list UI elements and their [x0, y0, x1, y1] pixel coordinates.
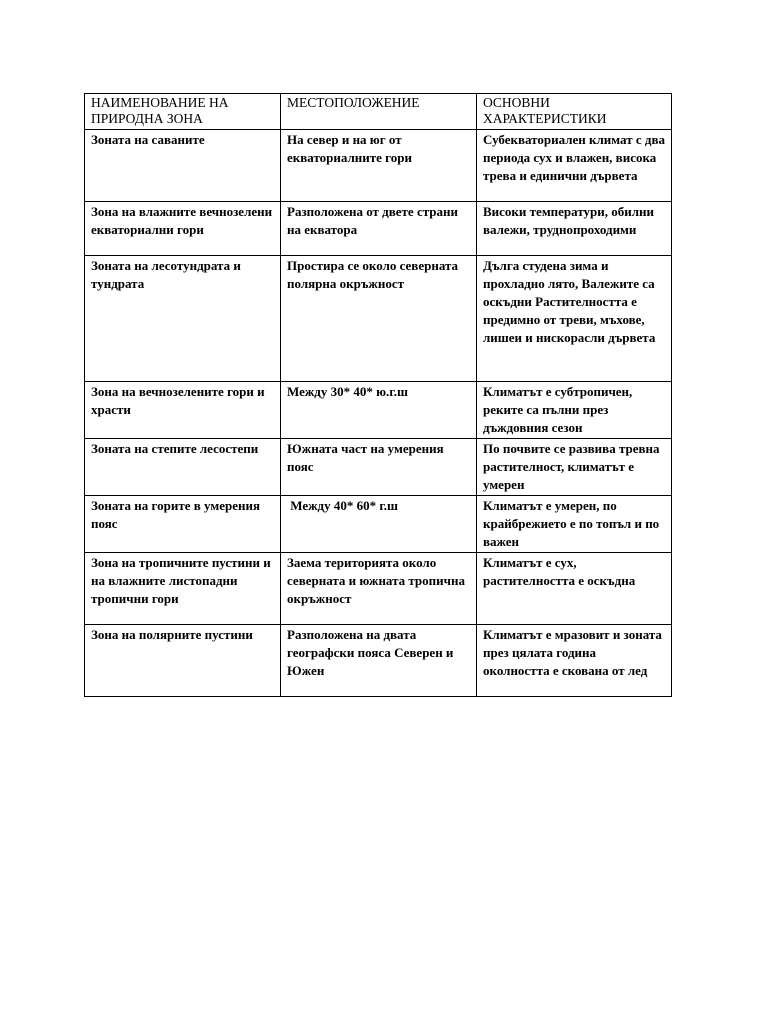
cell-zone-name: Зона на вечнозелените гори и храсти [85, 382, 281, 439]
cell-location: Разположена на двата географски пояса Северен и Южен [281, 625, 477, 697]
table-row [85, 553, 672, 625]
cell-characteristics: Климатът е субтропичен, реките са пълни през дъждовния сезон [477, 382, 672, 439]
table-row [85, 496, 672, 553]
table-row [85, 439, 672, 496]
cell-characteristics: По почвите се развива тревна растителност, климатът е умерен [477, 439, 672, 496]
cell-zone-name: Зоната на степите лесостепи [85, 439, 281, 496]
cell-location: Между 40* 60* г.ш [281, 496, 477, 553]
cell-characteristics: Климатът е умерен, по крайбрежието е по топъл и по важен [477, 496, 672, 553]
cell-location: Разположена от двете страни на екватора [281, 202, 477, 256]
cell-zone-name: Зоната на горите в умерения пояс [85, 496, 281, 553]
header-location: МЕСТОПОЛОЖЕНИЕ [281, 94, 477, 130]
cell-characteristics: Субекваториален климат с два периода сух и влажен, висока трева и единични дървета [477, 130, 672, 202]
cell-location: Простира се около северната полярна окръжност [281, 256, 477, 382]
natural-zones-table [84, 93, 672, 697]
cell-location: Заема територията около северната и южната тропична окръжност [281, 553, 477, 625]
cell-location: На север и на юг от екваториалните гори [281, 130, 477, 202]
cell-zone-name: Зоната на лесотундрата и тундрата [85, 256, 281, 382]
cell-zone-name: Зона на полярните пустини [85, 625, 281, 697]
cell-characteristics: Високи температури, обилни валежи, труднопроходими [477, 202, 672, 256]
table-row [85, 130, 672, 202]
cell-zone-name: Зона на тропичните пустини и на влажните листопадни тропични гори [85, 553, 281, 625]
cell-zone-name: Зоната на саваните [85, 130, 281, 202]
table-header-row [85, 94, 672, 130]
cell-location: Южната част на умерения пояс [281, 439, 477, 496]
table-row [85, 382, 672, 439]
table-row [85, 202, 672, 256]
cell-zone-name: Зона на влажните вечнозелени екваториални гори [85, 202, 281, 256]
table-row [85, 625, 672, 697]
cell-characteristics: Дълга студена зима и прохладно лято, Валежите са оскъдни Растителността е предимно от треви, мъхове, лишеи и нискорасли дървета [477, 256, 672, 382]
cell-characteristics: Климатът е мразовит и зоната през цялата година околността е скована от лед [477, 625, 672, 697]
table-row [85, 256, 672, 382]
cell-characteristics: Климатът е сух, растителността е оскъдна [477, 553, 672, 625]
header-zone-name: НАИМЕНОВАНИЕ НА ПРИРОДНА ЗОНА [85, 94, 281, 130]
cell-location: Между 30* 40* ю.г.ш [281, 382, 477, 439]
header-characteristics: ОСНОВНИ ХАРАКТЕРИСТИКИ [477, 94, 672, 130]
